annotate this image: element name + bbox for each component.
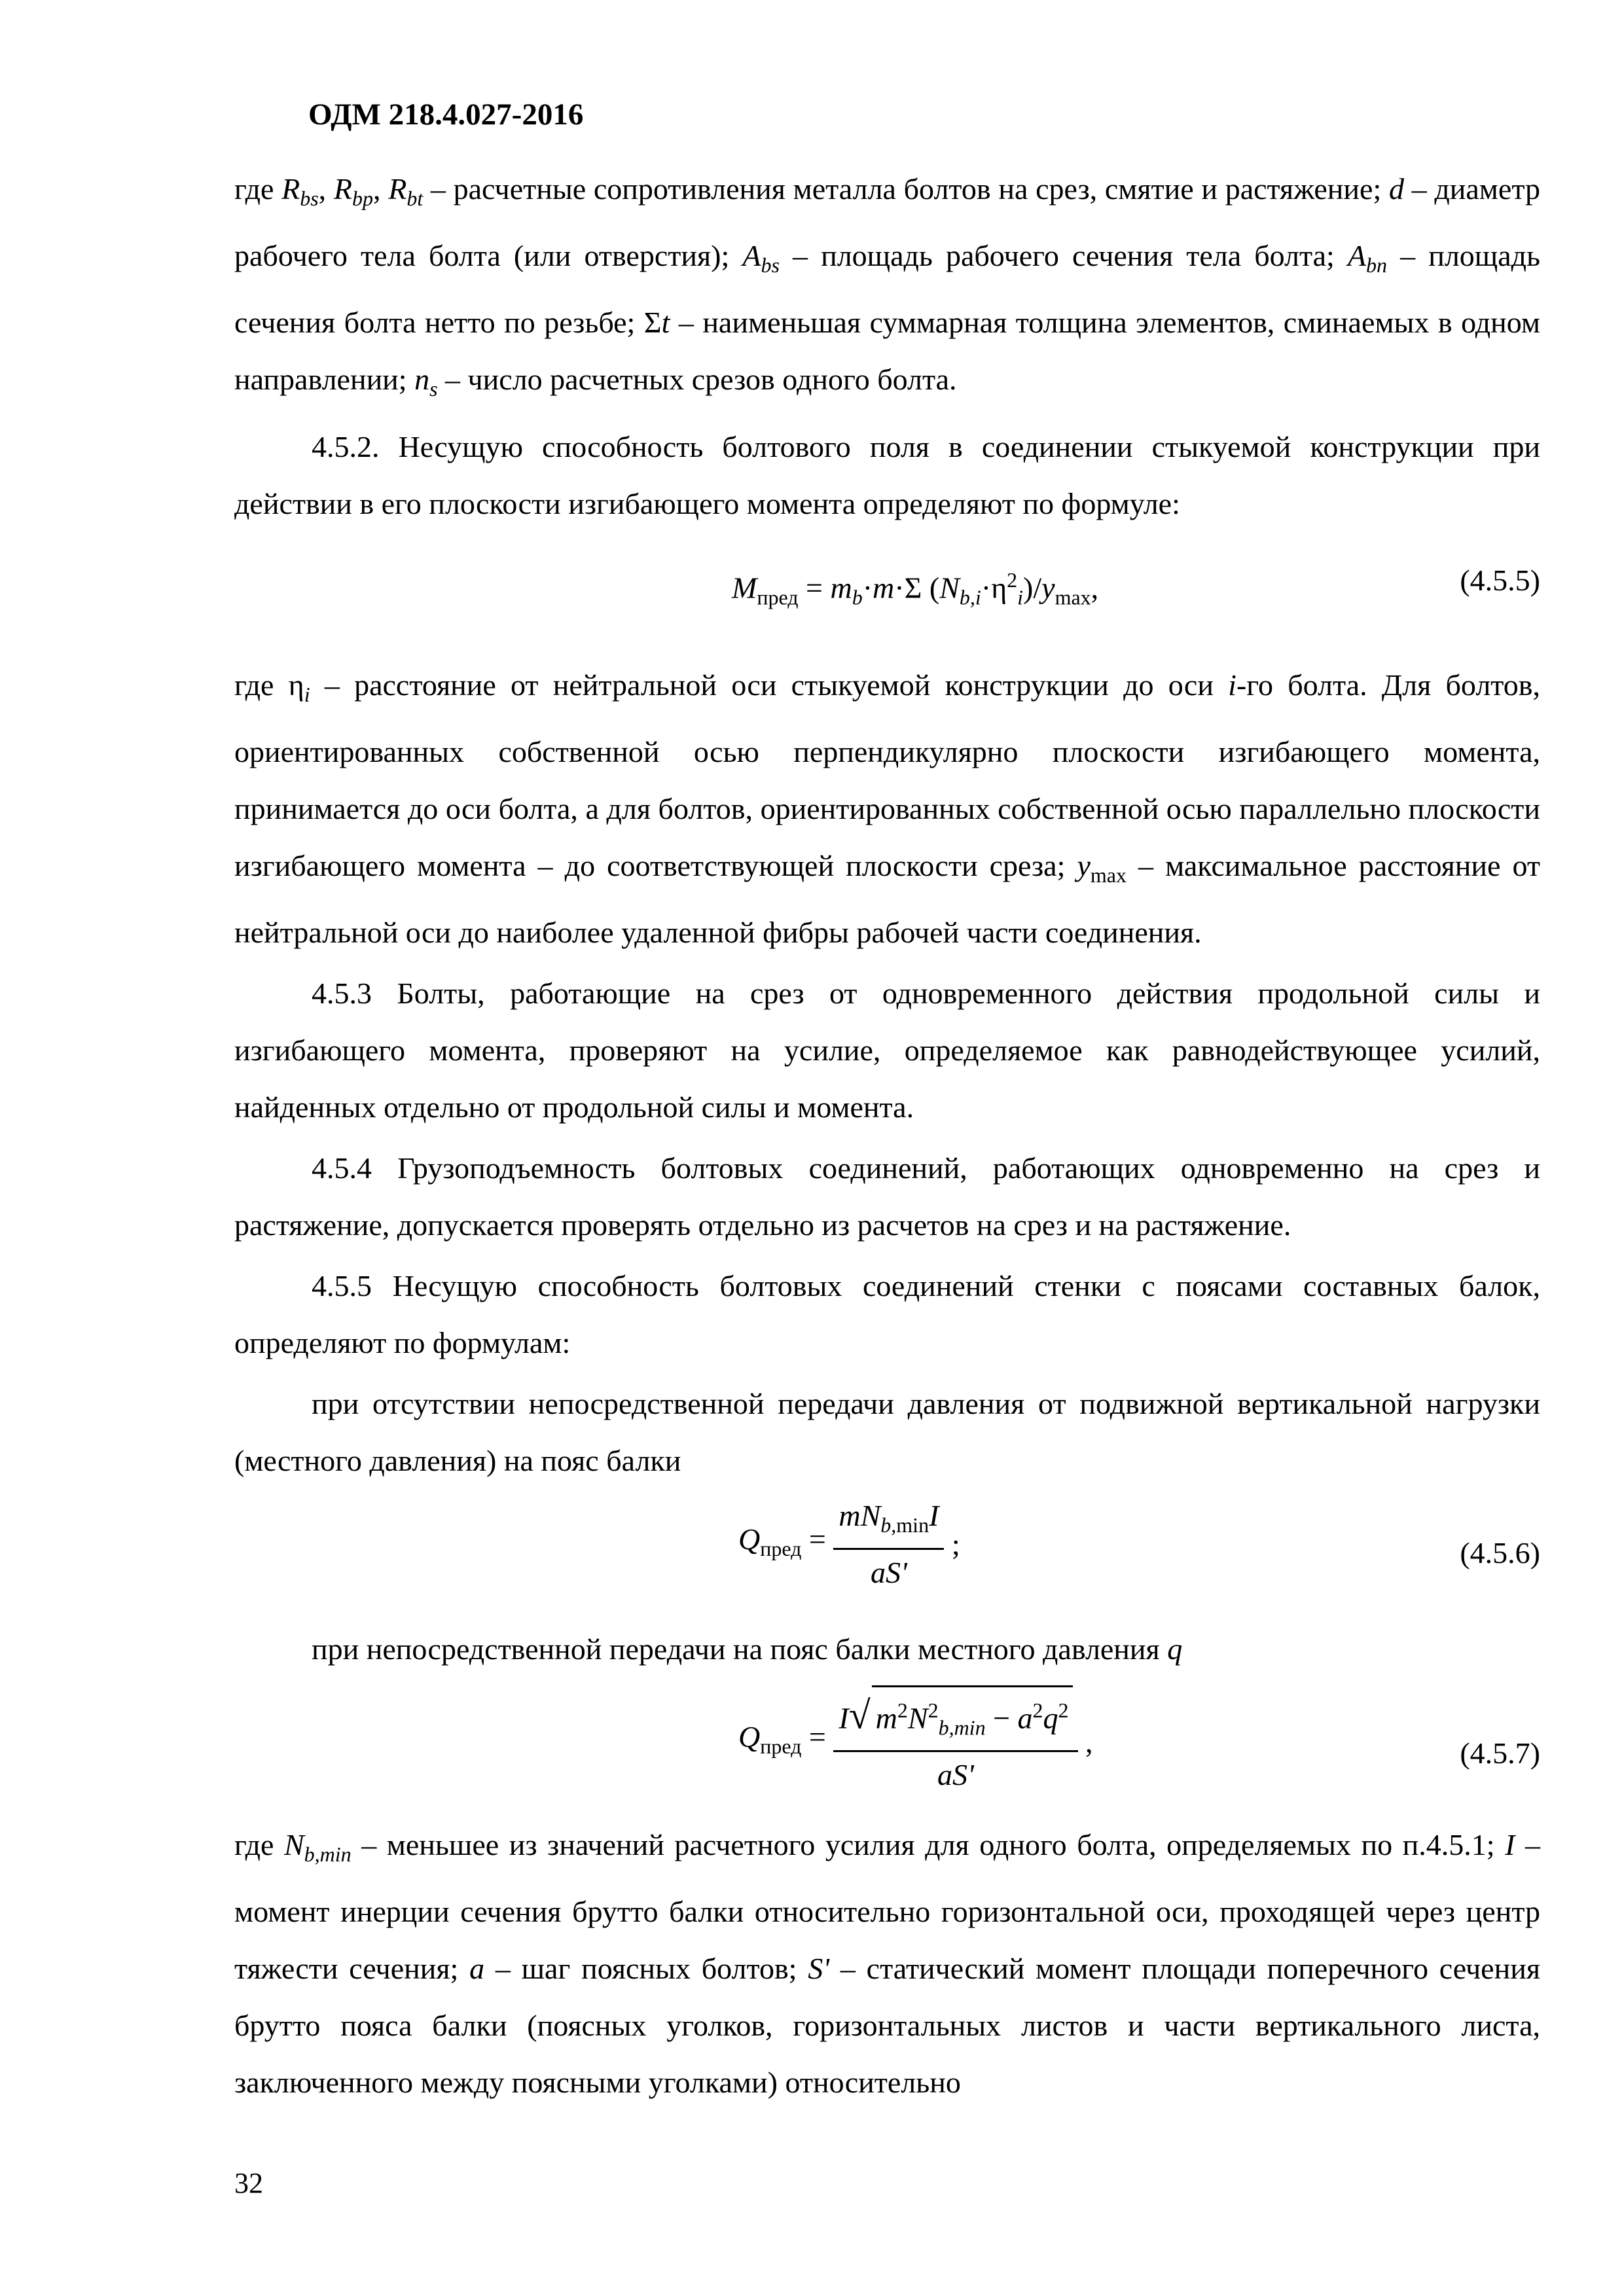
- paragraph-4-5-2: 4.5.2. Несущую способность болтового поля в соединении стыкуемой конструкции при действии в его плоскости изгибающего момента определяют по формуле:: [234, 429, 1540, 520]
- paragraph-4-5-4: 4.5.4 Грузоподъемность болтовых соединений, работающих одновременно на срез и растяжение, допускается проверять отдельно из расчетов на срез и на растяжение.: [234, 1151, 1540, 1242]
- paragraph-eta-definition: где $\eta_i$ – расстояние от нейтральной оси стыкуемой конструкции до оси i-го болта. Для болтов, ориентированных собственной осью перпендикулярно плоскости изгибающего момента, принимается до оси болта, а для болтов, ориентированных собственной осью параллельно плоскости изгибающего момента – до соответствующей плоскости среза; $y_{max}$ – максимальное расстояние от нейтральной оси до наиболее удаленной фибры рабочей части соединения.: [234, 668, 1540, 949]
- paragraph-local-pressure: при непосредственной передачи на пояс балки местного давления q: [312, 1632, 1183, 1666]
- formula-4-5-5: [234, 552, 1540, 656]
- paragraph-4-5-5: 4.5.5 Несущую способность болтовых соединений стенки с поясами составных балок, определяют по формулам:: [234, 1268, 1540, 1359]
- document-body: [234, 160, 1540, 2111]
- formula-number: (4.5.5): [1460, 563, 1540, 597]
- formula-4-5-5-expression: $M_{пред} = m_b\cdot m\cdot\Sigma$ $(N_{b,i}\cdot\eta^2_i)/y_{max}$,: [732, 567, 1099, 609]
- paragraph-nbmin-definition: где $N_{b,min}$ – меньшее из значений расчетного усилия для одного болта, определяемых по п.4.5.1; I – момент инерции сечения брутто балки относительно горизонтальной оси, проходящей через центр тяжести сечения; a – шаг поясных болтов; S' – статический момент площади поперечного сечения брутто пояса балки (поясных уголков, горизонтальных листов и части вертикального листа, заключенного между поясными уголками) относительно: [234, 1827, 1541, 2100]
- paragraph-no-local-pressure: при отсутствии непосредственной передачи давления от подвижной вертикальной нагрузки (местного давления) на пояс балки: [234, 1386, 1540, 1477]
- formula-4-5-7-expression: $Q_{пред}$ = $\frac{I√ m^2N^2_{b,min} - a^2q^2}{aS'}$ ,: [738, 1685, 1093, 1799]
- paragraph-4-5-3: 4.5.3 Болты, работающие на срез от одновременного действия продольной силы и изгибающего момента, проверяют на усилие, определяемое как равнодействующее усилий, найденных отдельно от продольной силы и момента.: [234, 976, 1540, 1124]
- formula-4-5-7: [234, 1685, 1540, 1816]
- paragraph-notation-bolts: где $R_{bs}$, $R_{bp}$, $R_{bt}$ – расчетные сопротивления металла болтов на срез, смятие и растяжение; d – диаметр рабочего тела болта (или отверстия); $A_{bs}$ – площадь рабочего сечения тела болта; $A_{bn}$ – площадь сечения болта нетто по резьбе; Σt – наименьшая суммарная толщина элементов, сминаемых в одном направлении; $n_s$ – число расчетных срезов одного болта.: [234, 172, 1540, 401]
- formula-4-5-6: [234, 1493, 1540, 1614]
- formula-number: (4.5.6): [1460, 1535, 1540, 1570]
- document-header: ОДМ 218.4.027-2016: [308, 98, 584, 132]
- formula-number: (4.5.7): [1460, 1736, 1540, 1770]
- document-page: [234, 0, 1540, 2296]
- page-number: 32: [234, 2167, 263, 2199]
- formula-4-5-6-expression: $Q_{пред}$ = $\frac{mN_{b,min}I}{aS'}$ ;: [738, 1498, 960, 1590]
